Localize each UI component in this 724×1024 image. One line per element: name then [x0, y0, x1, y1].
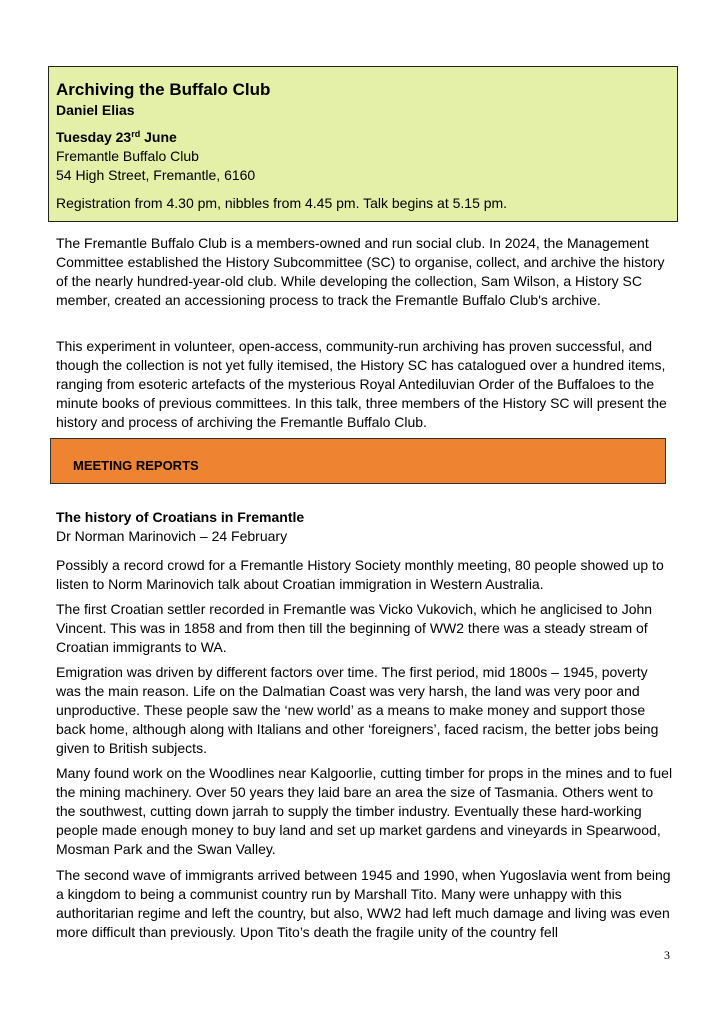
event-date-suffix: rd: [131, 129, 141, 139]
report-paragraph: Many found work on the Woodlines near Kalgoorlie, cutting timber for props in the mines and to fuel the mining machinery. Over 50 years they laid bare an area the size of Tasmania. Others went to the southwest, cutting down jarrah to supply the timber industry. Eventually these hard-working people made enough money to buy land and set up market gardens and vineyards in Spearwood, Mosman Park and the Swan Valley.: [56, 765, 673, 857]
page-number: 3: [664, 948, 670, 962]
event-speaker: Daniel Elias: [56, 102, 135, 118]
event-announcement-box: [48, 66, 678, 222]
report-subtitle: Dr Norman Marinovich – 24 February: [56, 528, 288, 544]
event-address: 54 High Street, Fremantle, 6160: [56, 167, 256, 183]
report-paragraph: Possibly a record crowd for a Fremantle History Society monthly meeting, 80 people showed up to listen to Norm Marinovich talk about Croatian immigration in Western Australia.: [56, 557, 664, 592]
report-paragraph: Emigration was driven by different factors over time. The first period, mid 1800s – 1945, poverty was the main reason. Life on the Dalmatian Coast was very harsh, the land was very poor and unproductive. These people saw the ‘new world’ as a means to make money and support those back home, although along with Italians and other ‘foreigners’, faced racism, the better jobs being given to British subjects.: [56, 664, 659, 756]
intro-paragraph: This experiment in volunteer, open-access, community-run archiving has proven successful, and though the collection is not yet fully itemised, the History SC has catalogued over a hundred items, ranging from esoteric artefacts of the mysterious Royal Antediluvian Order of the Buffaloes to the minute books of previous committees. In this talk, three members of the History SC will present the history and process of archiving the Fremantle Buffalo Club.: [56, 338, 667, 430]
report-title: The history of Croatians in Fremantle: [56, 509, 305, 525]
event-date: [56, 128, 677, 147]
report-paragraph: The second wave of immigrants arrived between 1945 and 1990, when Yugoslavia went from being a kingdom to being a communist country run by Marshall Tito. Many were unhappy with this authoritarian regime and left the country, but also, WW2 had left much damage and living was even more difficult than previously. Upon Tito’s death the fragile unity of the country fell: [56, 867, 671, 940]
event-registration: Registration from 4.30 pm, nibbles from 4.45 pm. Talk begins at 5.15 pm.: [56, 195, 508, 211]
section-header-bar: [50, 438, 666, 484]
event-date-month: June: [140, 129, 177, 145]
report-paragraph: The first Croatian settler recorded in Fremantle was Vicko Vukovich, which he anglicised to John Vincent. This was in 1858 and from then till the beginning of WW2 there was a steady stream of Croatian immigrants to WA.: [56, 601, 653, 655]
intro-paragraph: The Fremantle Buffalo Club is a members-owned and run social club. In 2024, the Management Committee established the History Subcommittee (SC) to organise, collect, and archive the history of the nearly hundred-year-old club. While developing the collection, Sam Wilson, a History SC member, created an accessioning process to track the Fremantle Buffalo Club's archive.: [56, 235, 665, 308]
event-venue: Fremantle Buffalo Club: [56, 148, 199, 164]
event-date-day: Tuesday 23: [56, 129, 132, 145]
section-header-label: MEETING REPORTS: [73, 458, 199, 473]
event-title: Archiving the Buffalo Club: [56, 80, 271, 99]
